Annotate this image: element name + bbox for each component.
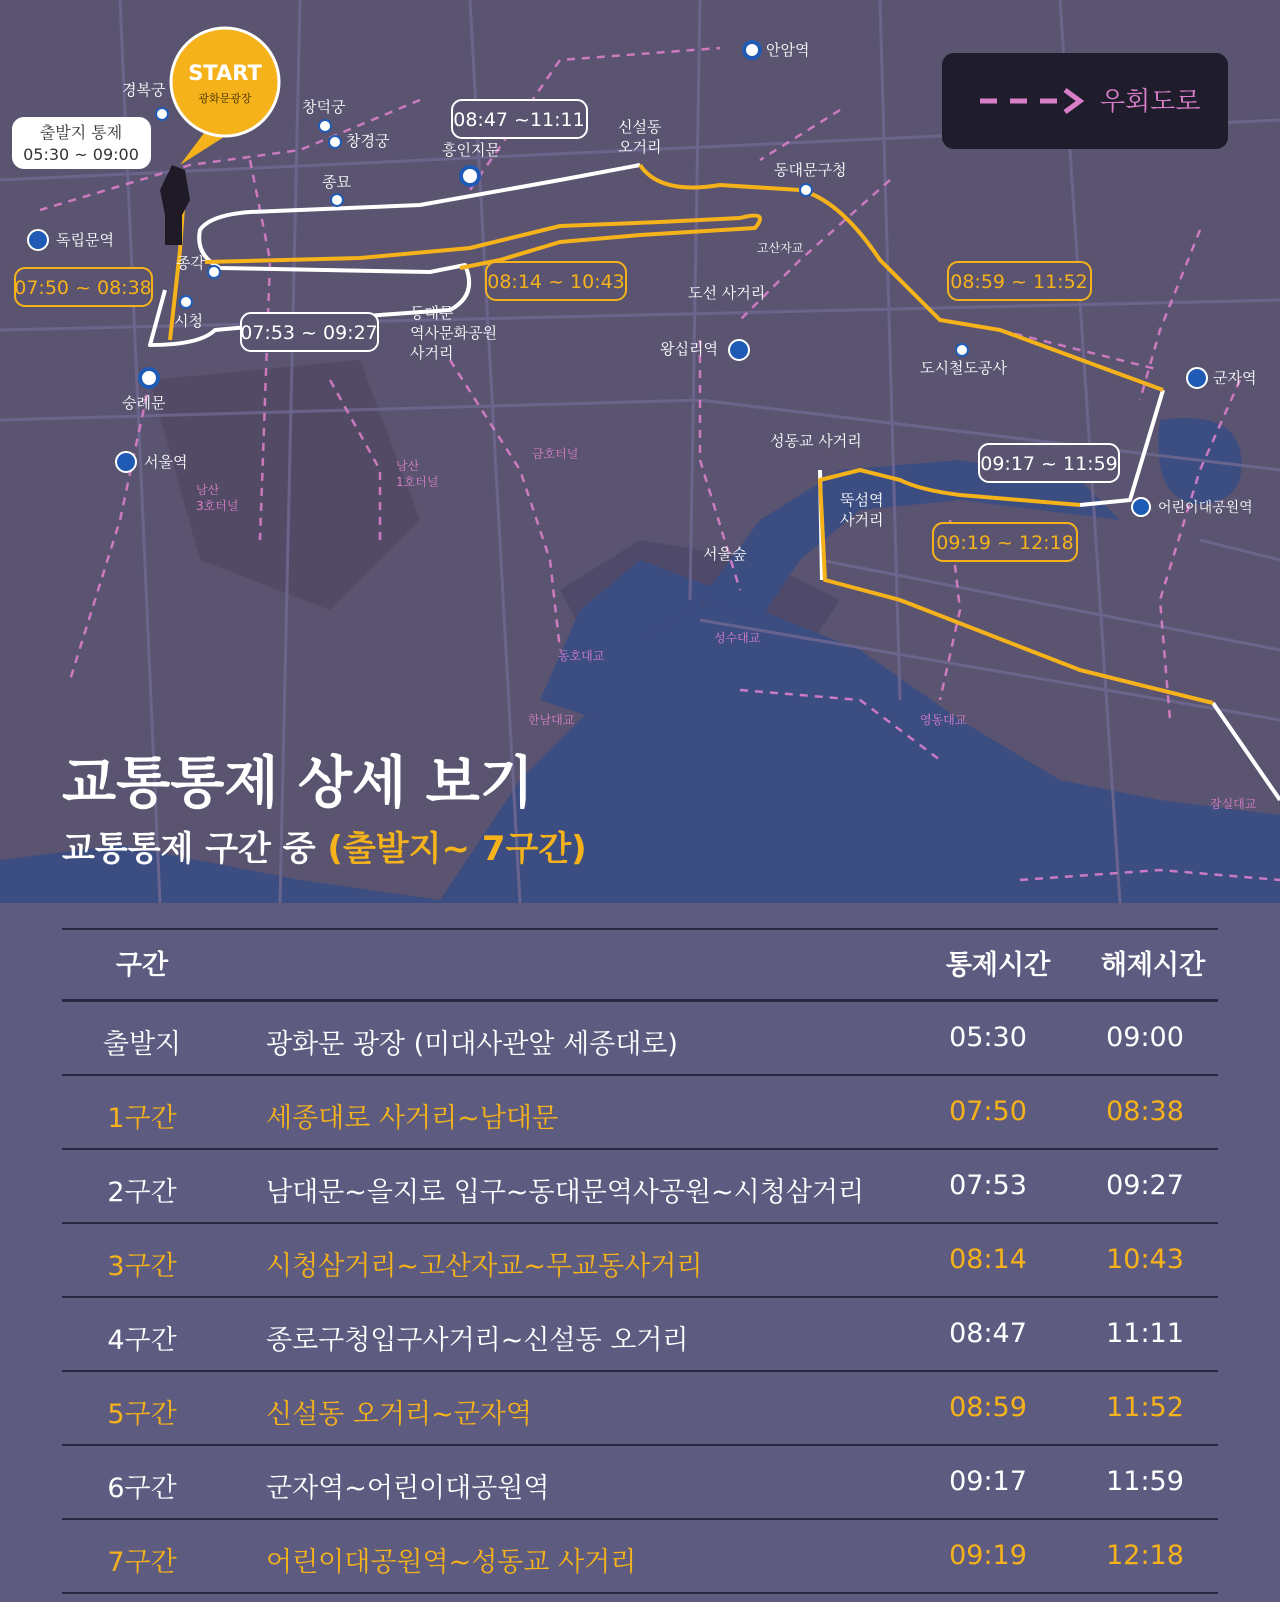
station-label-dongnimmun: 독립문역	[56, 231, 114, 249]
place-label-sinseoldong-2: 오거리	[618, 138, 662, 156]
row-open-time: 11:59	[1106, 1466, 1184, 1497]
station-label-jongmyo: 종묘	[322, 173, 351, 191]
start-subtitle: 광화문광장	[198, 92, 252, 105]
table-row	[62, 1372, 1218, 1446]
table-row	[62, 1520, 1218, 1594]
map-time-label-4: 08:47 ~11:11	[453, 109, 585, 131]
header-section: 구간	[115, 950, 169, 981]
table-row	[62, 1150, 1218, 1224]
start-note-line2: 05:30 ~ 09:00	[23, 145, 139, 164]
row-close-time: 07:53	[949, 1170, 1027, 1201]
place-label-ttukseom-2: 사거리	[840, 511, 884, 529]
row-close-time: 09:19	[949, 1540, 1027, 1571]
station-label-seoul: 서울역	[144, 453, 188, 471]
place-label-ttukseom-1: 뚝섬역	[840, 491, 884, 509]
tunnel-label-namsan3-2: 3호터널	[196, 499, 239, 513]
tunnel-label-geumho: 금호터널	[532, 447, 579, 461]
control-schedule-table	[0, 903, 1280, 1602]
station-label-gyeongbokgung: 경복궁	[122, 81, 166, 99]
place-label-gosanja: 고산자교	[757, 241, 804, 255]
row-close-time: 08:14	[949, 1244, 1027, 1275]
row-close-time: 07:50	[949, 1096, 1027, 1127]
row-open-time: 09:27	[1106, 1170, 1184, 1201]
map-time-label-6: 09:17 ~ 11:59	[980, 453, 1118, 475]
station-label-wangsimni: 왕십리역	[660, 340, 718, 358]
station-label-childrens-park: 어린이대공원역	[1158, 500, 1253, 516]
tunnel-label-namsan1-2: 1호터널	[396, 475, 439, 489]
row-section: 3구간	[107, 1251, 177, 1282]
row-route: 세종대로 사거리~남대문	[266, 1103, 559, 1134]
header-open-time: 해제시간	[1100, 950, 1206, 981]
row-open-time: 09:00	[1106, 1022, 1184, 1053]
row-route: 어린이대공원역~성동교 사거리	[266, 1547, 637, 1578]
row-route: 군자역~어린이대공원역	[266, 1473, 550, 1504]
row-section: 출발지	[102, 1029, 182, 1060]
row-route: 시청삼거리~고산자교~무교동사거리	[266, 1251, 703, 1282]
place-label-sinseoldong-1: 신설동	[618, 118, 662, 136]
station-label-changdeokgung: 창덕궁	[302, 98, 346, 116]
table-row	[62, 1298, 1218, 1372]
station-label-changgyeonggung: 창경궁	[346, 132, 390, 150]
row-route: 남대문~을지로 입구~동대문역사공원~시청삼거리	[266, 1177, 865, 1208]
row-close-time: 08:47	[949, 1318, 1027, 1349]
bridge-label-seongsu: 성수대교	[714, 631, 761, 645]
start-title: START	[188, 61, 262, 85]
map-time-label-5: 08:59 ~ 11:52	[950, 271, 1088, 293]
station-label-anam: 안암역	[766, 41, 810, 59]
map-time-label-7: 09:19 ~ 12:18	[936, 532, 1074, 554]
page-subtitle: 교통통제 구간 중 (출발지~ 7구간)	[62, 829, 587, 869]
station-label-jonggak: 종각	[176, 254, 205, 272]
row-section: 4구간	[107, 1325, 177, 1356]
row-close-time: 05:30	[949, 1022, 1027, 1053]
row-open-time: 11:52	[1106, 1392, 1184, 1423]
row-route: 종로구청입구사거리~신설동 오거리	[266, 1325, 689, 1356]
start-note	[12, 117, 151, 169]
row-open-time: 12:18	[1106, 1540, 1184, 1571]
station-label-sungnyemun: 숭례문	[122, 394, 166, 412]
place-label-seongdonggyo: 성동교 사거리	[770, 432, 862, 450]
row-section: 1구간	[107, 1103, 177, 1134]
map-time-label-1: 07:50 ~ 08:38	[14, 277, 152, 299]
legend-label: 우회도로	[1100, 87, 1201, 117]
table-rule-top	[62, 928, 1218, 930]
legend	[942, 53, 1228, 149]
place-label-dongdaemun-gu: 동대문구청	[774, 161, 847, 179]
row-section: 7구간	[107, 1547, 177, 1578]
bridge-label-dongho: 동호대교	[558, 649, 605, 663]
station-label-cityhall: 시청	[174, 312, 203, 330]
table-row	[62, 1076, 1218, 1150]
place-label-ddp-3: 사거리	[410, 344, 454, 362]
row-open-time: 10:43	[1106, 1244, 1184, 1275]
row-section: 6구간	[107, 1473, 177, 1504]
row-close-time: 09:17	[949, 1466, 1027, 1497]
place-label-seoulforest: 서울숲	[703, 545, 747, 563]
map-time-label-3: 08:14 ~ 10:43	[487, 271, 625, 293]
row-route: 신설동 오거리~군자역	[266, 1399, 532, 1430]
place-label-ddp-1: 동대문	[410, 304, 454, 322]
station-label-gunja: 군자역	[1213, 369, 1257, 387]
bridge-label-hannam: 한남대교	[528, 713, 575, 727]
bridge-label-yeongdong: 영동대교	[920, 713, 967, 727]
tunnel-label-namsan1-1: 남산	[396, 459, 420, 473]
start-note-line1: 출발지 통제	[39, 123, 123, 142]
bridge-label-jamsil: 잠실대교	[1210, 797, 1257, 811]
row-section: 5구간	[107, 1399, 177, 1430]
row-open-time: 11:11	[1106, 1318, 1184, 1349]
page-title: 교통통제 상세 보기	[62, 751, 534, 816]
table-row	[62, 1002, 1218, 1076]
place-label-doseon: 도선 사거리	[688, 284, 766, 302]
row-close-time: 08:59	[949, 1392, 1027, 1423]
row-section: 2구간	[107, 1177, 177, 1208]
row-open-time: 08:38	[1106, 1096, 1184, 1127]
header-close-time: 통제시간	[945, 950, 1051, 981]
tunnel-label-namsan3-1: 남산	[196, 483, 220, 497]
station-label-heunginjimun: 흥인지문	[442, 141, 500, 159]
place-label-metro: 도시철도공사	[920, 359, 1007, 377]
map-time-label-2: 07:53 ~ 09:27	[240, 322, 378, 344]
place-label-ddp-2: 역사문화공원	[410, 324, 497, 342]
table-row	[62, 1224, 1218, 1298]
row-route: 광화문 광장 (미대사관앞 세종대로)	[266, 1029, 678, 1060]
table-row	[62, 1446, 1218, 1520]
